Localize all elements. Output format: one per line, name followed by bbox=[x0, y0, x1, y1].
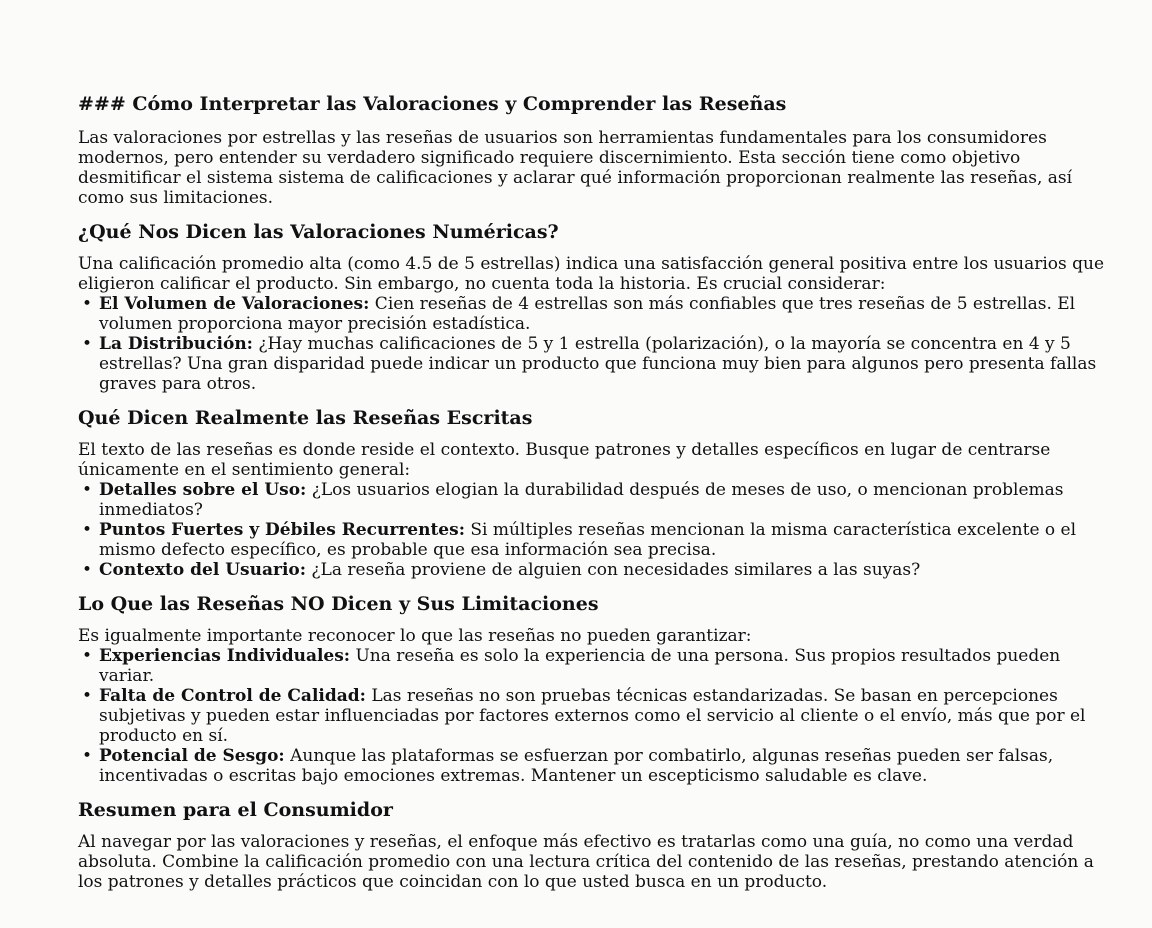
list-item-text: Aunque las plataformas se esfuerzan por combatirlo, algunas reseñas pueden ser falsas, incentivadas o escritas bajo emociones extremas. Mantener un escepticismo saludable es clave. bbox=[99, 746, 1054, 786]
list-item-text: Cien reseñas de 4 estrellas son más confiables que tres reseñas de 5 estrellas. El volumen proporciona mayor precisión estadística. bbox=[99, 294, 1076, 334]
section-paragraph: El texto de las reseñas es donde reside el contexto. Busque patrones y detalles específicos en lugar de centrarse únicamente en el sentimiento general: bbox=[78, 440, 1051, 480]
section-consumer-summary bbox=[78, 798, 1118, 892]
list-item bbox=[78, 334, 1118, 394]
section-paragraph: Es igualmente importante reconocer lo que las reseñas no pueden garantizar: bbox=[78, 626, 752, 646]
list-item-term: Falta de Control de Calidad: bbox=[99, 686, 366, 706]
list-item-text: Si múltiples reseñas mencionan la misma característica excelente o el mismo defecto específico, es probable que esa información sea precisa. bbox=[99, 520, 1077, 560]
section-numeric-ratings bbox=[78, 220, 1118, 394]
list-item-term: Potencial de Sesgo: bbox=[99, 746, 285, 766]
page-title: ### Cómo Interpretar las Valoraciones y Comprender las Reseñas bbox=[78, 93, 787, 115]
list-item bbox=[78, 560, 1118, 580]
list-item bbox=[78, 746, 1118, 786]
section-heading: ¿Qué Nos Dicen las Valoraciones Numéricas? bbox=[78, 221, 559, 243]
section-heading: Resumen para el Consumidor bbox=[78, 799, 393, 821]
document-page bbox=[78, 92, 1118, 892]
list-item bbox=[78, 646, 1118, 686]
list-item-term: La Distribución: bbox=[99, 334, 253, 354]
list-item bbox=[78, 480, 1118, 520]
list-item-term: Experiencias Individuales: bbox=[99, 646, 351, 666]
list-item bbox=[78, 686, 1118, 746]
section-review-limitations bbox=[78, 592, 1118, 786]
list-item-text: ¿Hay muchas calificaciones de 5 y 1 estrella (polarización), o la mayoría se concentra en 4 y 5 estrellas? Una gran disparidad puede indicar un producto que funciona muy bien para algunos pero presenta fallas graves para otros. bbox=[99, 334, 1097, 394]
list-item-text: ¿Los usuarios elogian la durabilidad después de meses de uso, o mencionan problemas inmediatos? bbox=[99, 480, 1064, 520]
section-heading: Qué Dicen Realmente las Reseñas Escritas bbox=[78, 407, 533, 429]
list-item-term: El Volumen de Valoraciones: bbox=[99, 294, 370, 314]
list-item-term: Contexto del Usuario: bbox=[99, 560, 307, 580]
section-heading: Lo Que las Reseñas NO Dicen y Sus Limitaciones bbox=[78, 593, 599, 615]
list-item bbox=[78, 294, 1118, 334]
list-item-term: Puntos Fuertes y Débiles Recurrentes: bbox=[99, 520, 465, 540]
list-item-text: Las reseñas no son pruebas técnicas estandarizadas. Se basan en percepciones subjetivas y pueden estar influenciadas por factores externos como el servicio al cliente o el envío, más que por el producto en sí. bbox=[99, 686, 1086, 746]
bullet-list bbox=[78, 646, 1118, 786]
list-item-term: Detalles sobre el Uso: bbox=[99, 480, 307, 500]
list-item-text: ¿La reseña proviene de alguien con necesidades similares a las suyas? bbox=[306, 560, 921, 580]
list-item-text: Una reseña es solo la experiencia de una persona. Sus propios resultados pueden variar. bbox=[99, 646, 1061, 686]
list-item bbox=[78, 520, 1118, 560]
bullet-list bbox=[78, 480, 1118, 580]
section-written-reviews bbox=[78, 406, 1118, 580]
bullet-list bbox=[78, 294, 1118, 394]
intro-paragraph: Las valoraciones por estrellas y las reseñas de usuarios son herramientas fundamentales para los consumidores modernos, pero entender su verdadero significado requiere discernimiento. Esta sección tiene como objetivo desmitificar el sistema sistema de calificaciones y aclarar qué información proporcionan realmente las reseñas, así como sus limitaciones. bbox=[78, 128, 1073, 208]
section-paragraph: Al navegar por las valoraciones y reseñas, el enfoque más efectivo es tratarlas como una guía, no como una verdad absoluta. Combine la calificación promedio con una lectura crítica del contenido de las reseñas, prestando atención a los patrones y detalles prácticos que coincidan con lo que usted busca en un producto. bbox=[78, 832, 1094, 892]
section-paragraph: Una calificación promedio alta (como 4.5 de 5 estrellas) indica una satisfacción general positiva entre los usuarios que eligieron calificar el producto. Sin embargo, no cuenta toda la historia. Es crucial considerar: bbox=[78, 254, 1105, 294]
